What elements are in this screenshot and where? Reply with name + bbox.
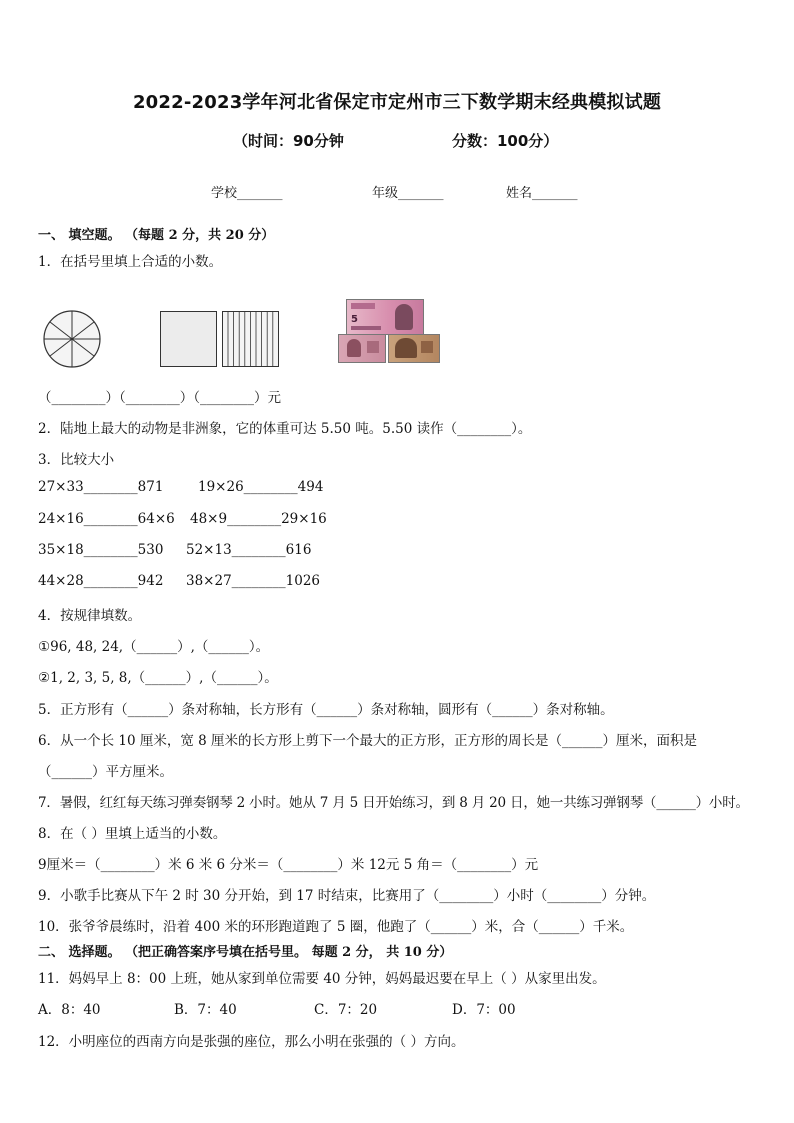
- compare-row-1-right[interactable]: 19×26________494: [198, 479, 324, 495]
- exam-score: 分数：100分）: [452, 132, 559, 150]
- compare-row-2-left[interactable]: 24×16________64×6: [38, 511, 175, 527]
- question-6-line-2[interactable]: （______）平方厘米。: [38, 764, 173, 780]
- question-8-row[interactable]: 9厘米＝（________）米 6 米 6 分米＝（________）米 12元 5 角＝（________）元: [38, 857, 539, 873]
- question-12: 12．小明座位的西南方向是张强的座位，那么小明在张强的（ ）方向。: [38, 1034, 465, 1050]
- school-field: 学校_______: [211, 186, 283, 201]
- q11-option-a[interactable]: A．8：40: [38, 1002, 101, 1018]
- question-8: 8．在（ ）里填上适当的小数。: [38, 826, 227, 842]
- compare-row-3-right[interactable]: 52×13________616: [186, 542, 312, 558]
- five-yuan-note: 5: [346, 299, 424, 335]
- question-4-part-2[interactable]: ②1, 2, 3, 5, 8,（______）,（______）。: [38, 670, 278, 686]
- section-1-heading: 一、 填空题。 （每题 2 分，共 20 分）: [38, 228, 275, 243]
- q11-option-d[interactable]: D．7：00: [452, 1002, 516, 1018]
- circle-fraction-figure: [42, 310, 102, 368]
- question-7[interactable]: 7．暑假，红红每天练习弹奏钢琴 2 小时。她从 7 月 5 日开始练习，到 8 月 20 日，她一共练习弹钢琴（______）小时。: [38, 795, 749, 811]
- compare-row-2-right[interactable]: 48×9________29×16: [190, 511, 327, 527]
- question-1: 1．在括号里填上合适的小数。: [38, 254, 223, 270]
- question-11: 11．妈妈早上 8：00 上班，她从家到单位需要 40 分钟，妈妈最迟要在早上（ ）从家里出发。: [38, 971, 606, 987]
- compare-row-3-left[interactable]: 35×18________530: [38, 542, 164, 558]
- question-4: 4．按规律填数。: [38, 608, 142, 624]
- page-title: 2022-2023学年河北省保定市定州市三下数学期末经典模拟试题: [132, 92, 662, 113]
- q1-answer-blanks[interactable]: （________）（________）（________）元: [38, 390, 281, 406]
- section-2-heading: 二、 选择题。 （把正确答案序号填在括号里。 每题 2 分， 共 10 分）: [38, 945, 453, 960]
- question-5[interactable]: 5．正方形有（______）条对称轴，长方形有（______）条对称轴，圆形有（______）条对称轴。: [38, 702, 614, 718]
- compare-row-4-left[interactable]: 44×28________942: [38, 573, 164, 589]
- exam-time: （时间：90分钟: [233, 132, 344, 150]
- question-6-line-1[interactable]: 6．从一个长 10 厘米，宽 8 厘米的长方形上剪下一个最大的正方形，正方形的周长是（______）厘米，面积是: [38, 733, 698, 749]
- square-tenths-figure: [222, 311, 280, 368]
- square-whole-figure: [160, 311, 218, 368]
- question-2: 2．陆地上最大的动物是非洲象，它的体重可达 5.50 吨。5.50 读作（________）。: [38, 421, 532, 437]
- grade-field: 年级_______: [372, 186, 444, 201]
- compare-row-4-right[interactable]: 38×27________1026: [186, 573, 321, 589]
- one-jiao-note: [338, 334, 386, 363]
- question-9[interactable]: 9．小歌手比赛从下午 2 时 30 分开始，到 17 时结束，比赛用了（________）小时（________）分钟。: [38, 888, 656, 904]
- one-jiao-note-2: [388, 334, 440, 363]
- name-field: 姓名_______: [506, 186, 578, 201]
- compare-row-1-left[interactable]: 27×33________871: [38, 479, 164, 495]
- question-3: 3．比较大小: [38, 452, 115, 468]
- question-4-part-1[interactable]: ①96, 48, 24,（______）,（______）。: [38, 639, 270, 655]
- q11-option-c[interactable]: C．7：20: [314, 1002, 378, 1018]
- q11-option-b[interactable]: B．7：40: [174, 1002, 237, 1018]
- question-10[interactable]: 10．张爷爷晨练时，沿着 400 米的环形跑道跑了 5 圈，他跑了（______）米，合（______）千米。: [38, 919, 634, 935]
